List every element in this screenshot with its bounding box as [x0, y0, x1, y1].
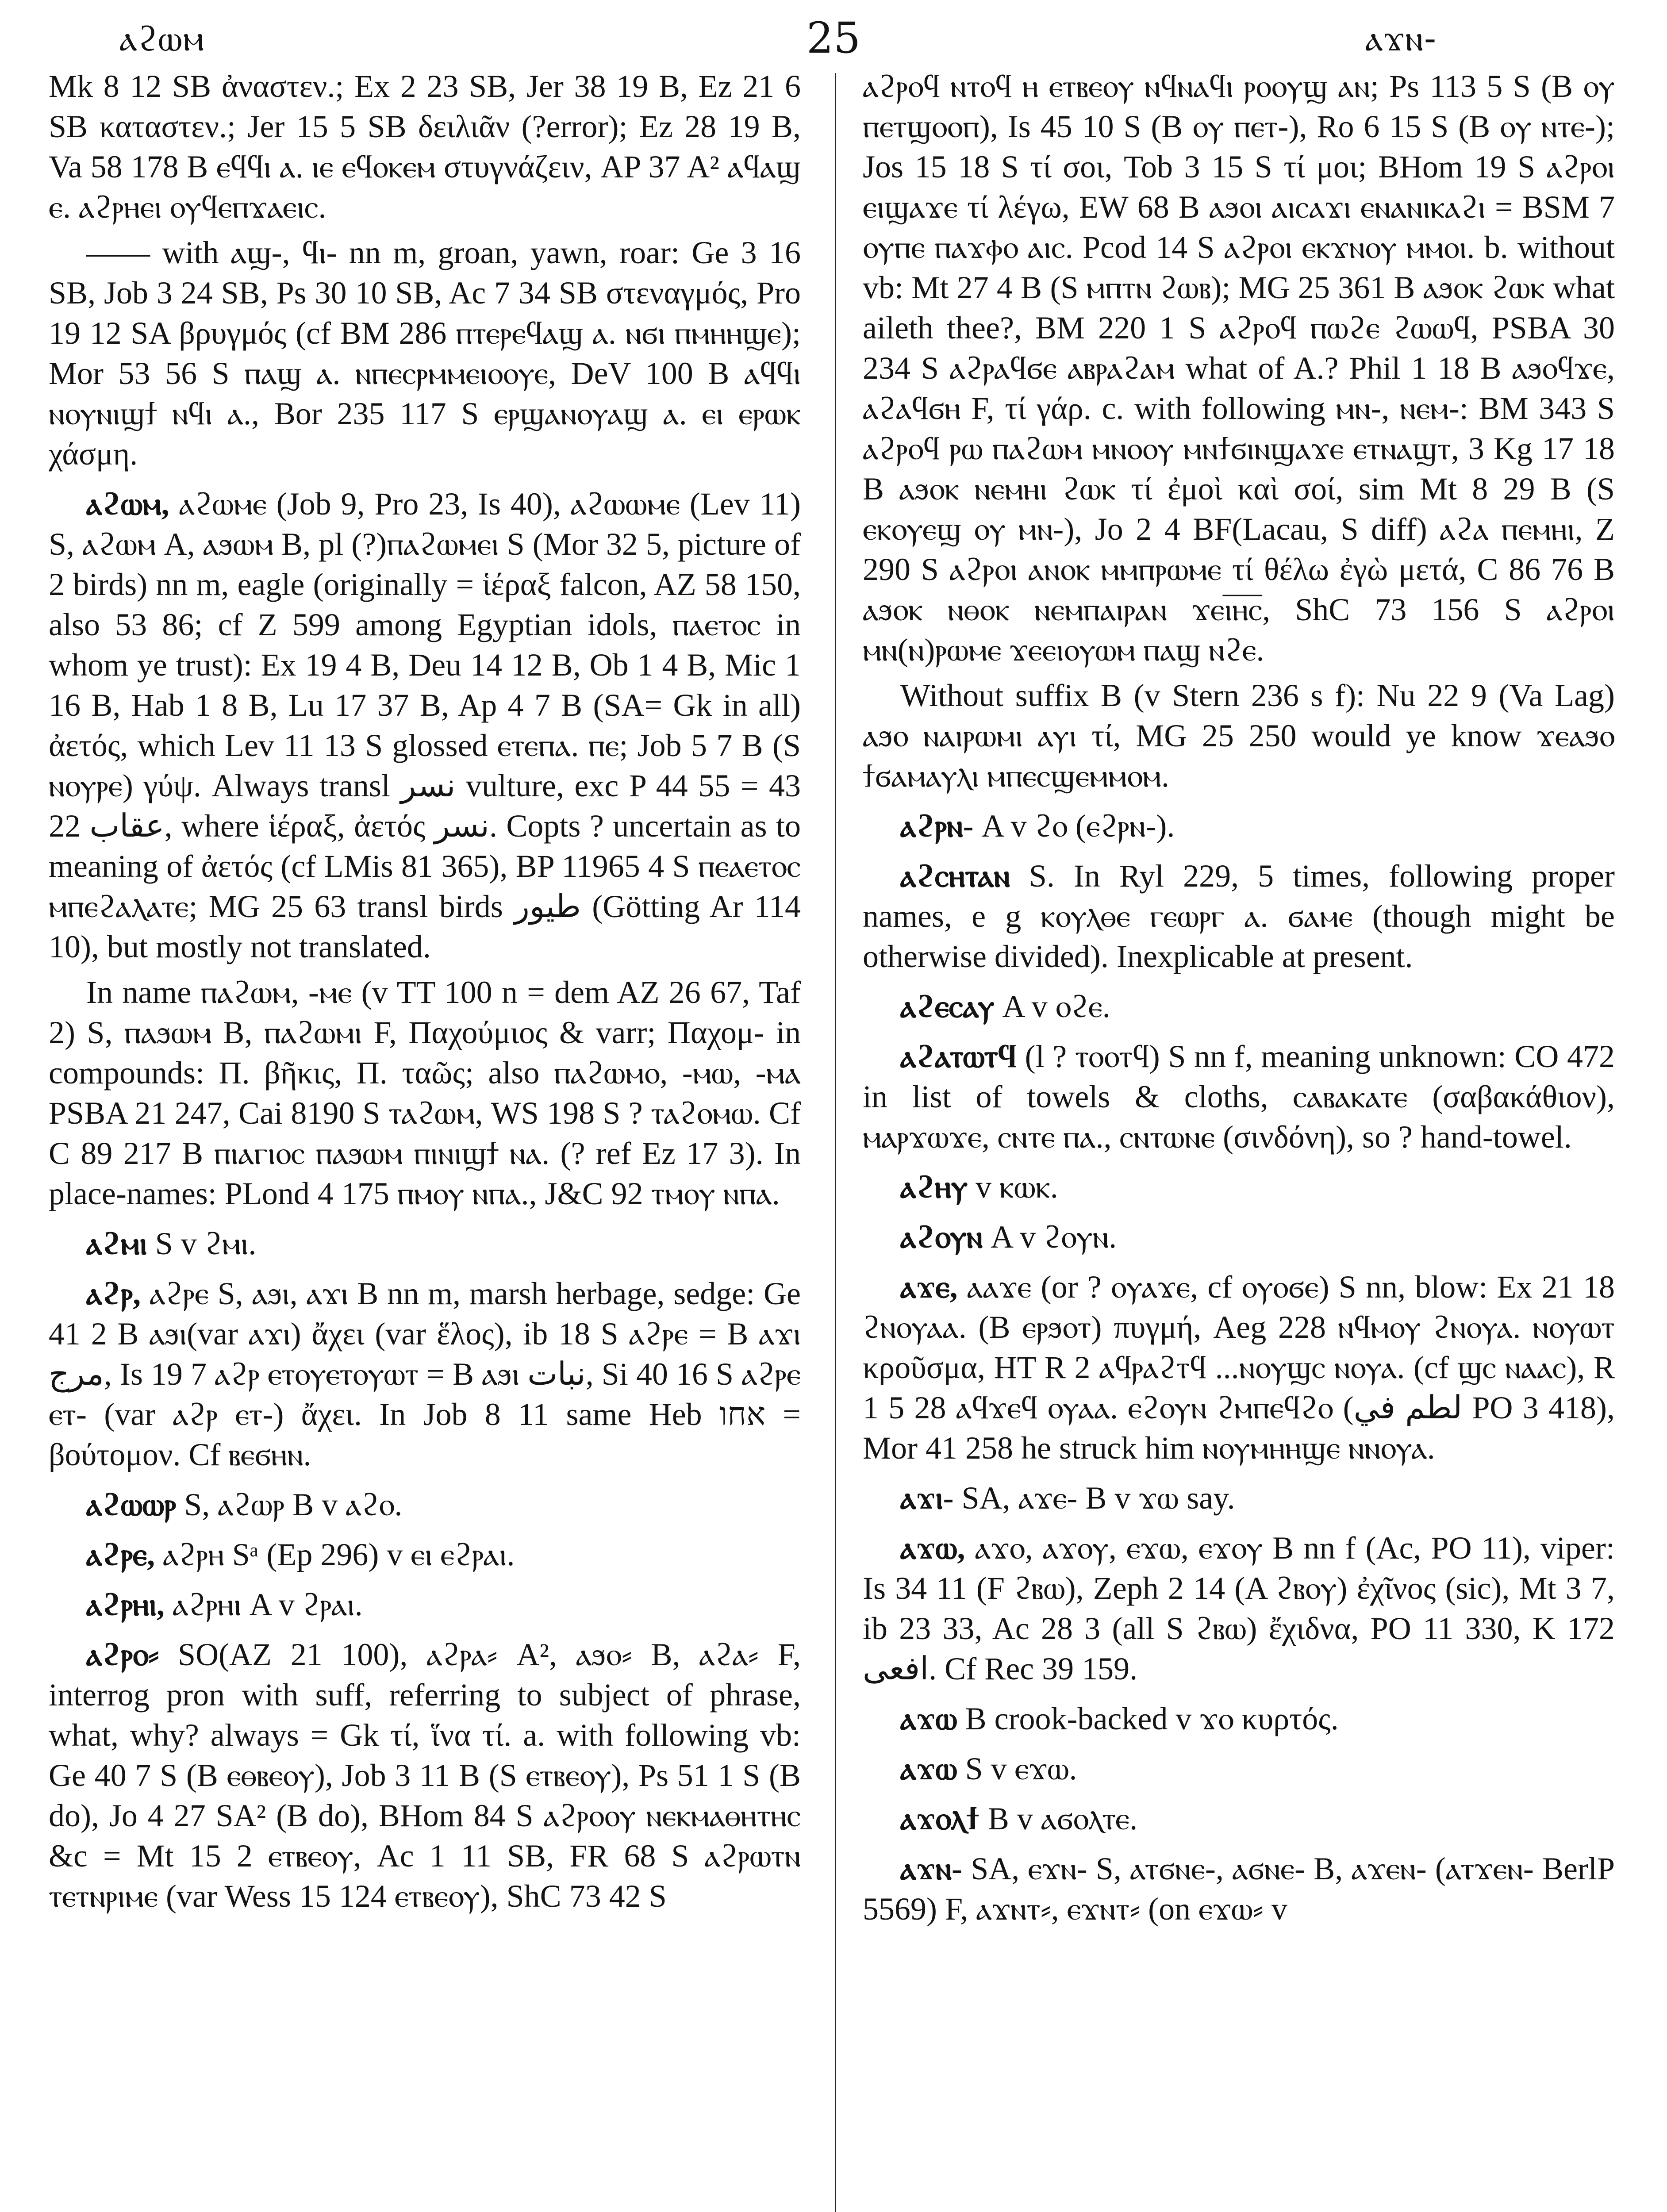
entry-text: A v ϩⲟ (ⲉϩⲣⲛ-).: [981, 808, 1175, 844]
entry-text: SA, ⲉϫⲛ- S, ⲁⲧϭⲛⲉ-, ⲁϭⲛⲉ- B, ⲁϫⲉⲛ- (ⲁⲧϫⲉⲛ- BerlP 5569) F, ⲁϫⲛⲧ⸗, ⲉϫⲛⲧ⸗ (on ⲉϫⲱ⸗ v: [863, 1851, 1615, 1927]
column-divider: [835, 73, 836, 2212]
entry-headword: ⲁϩⲱⲱⲣ: [86, 1487, 177, 1522]
page-number: 25: [806, 13, 861, 63]
entry-headword: ⲁϫⲓ-: [900, 1480, 954, 1516]
dictionary-entry: [49, 1224, 801, 1264]
dictionary-entry: [863, 987, 1615, 1027]
entry-text: S, ⲁϩⲱⲣ B v ⲁϩⲟ.: [184, 1487, 403, 1522]
dictionary-entry: [49, 1635, 801, 1916]
entry-text: S v ⲉϫⲱ.: [965, 1751, 1077, 1786]
entry-headword: ⲁϩⲱⲙ,: [86, 486, 169, 522]
dictionary-entry: [863, 856, 1615, 977]
entry-text: B crook-backed v ϫⲟ κυρτός.: [965, 1701, 1339, 1736]
entry-text: v ⲕⲱⲕ.: [976, 1169, 1058, 1205]
dictionary-entry: [863, 1037, 1615, 1157]
entry-paragraph: Without suffix B (v Stern 236 s f): Nu 22 9 (Va Lag) ⲁϧⲟ ⲛⲁⲓⲣⲱⲙⲓ ⲁⲩⲓ τί, MG 25 250 would ye know ϫⲉⲁϧⲟ ϯϭⲁⲙⲁⲩⲗⲓ ⲙⲡⲉⲥϣⲉⲙⲙⲟⲙ.: [863, 678, 1615, 794]
dictionary-entry: [49, 1535, 801, 1575]
entry-text: ⲁϫⲟ, ⲁϫⲟⲩ, ⲉϫⲱ, ⲉϫⲟⲩ B nn f (Ac, PO 11), viper: Is 34 11 (F ϩⲃⲱ), Zeph 2 14 (A ϩⲃⲟⲩ) ἐχῖνος (sic), Mt 3 7, ib 23 33, Ac 28 3 (all S ϩⲃⲱ) ἔχιδνα, PO 11 330, K 172 افعى. Cf Rec 39 159.: [863, 1530, 1615, 1686]
dictionary-entry: [49, 484, 801, 967]
entry-headword: ⲁϩⲣⲉ,: [86, 1537, 155, 1572]
dictionary-entry: [863, 1699, 1615, 1739]
entry-paragraph: ⲁϩⲣⲟϥ ⲛⲧⲟϥ ⲏ ⲉⲧⲃⲉⲟⲩ ⲛϥⲛⲁϥⲓ ⲣⲟⲟⲩϣ ⲁⲛ; Ps 113 5 S (B ⲟⲩ ⲡⲉⲧϣⲟⲟⲡ), Is 45 10 S (B ⲟⲩ ⲡⲉⲧ-), Ro 6 15 S (B ⲟⲩ ⲛⲧⲉ-); Jos 15 18 S τί σοι, Tob 3 15 S τί μοι; BHom 19 S ⲁϩⲣⲟⲓ ⲉⲓϣⲁϫⲉ τί λέγω, EW 68 B ⲁϧⲟⲓ ⲁⲓⲥⲁϫⲓ ⲉⲛⲁⲛⲓⲕⲁϩⲓ = BSM 7 ⲟⲩⲡⲉ ⲡⲁϫⲫⲟ ⲁⲓⲥ. Pcod 14 S ⲁϩⲣⲟⲓ ⲉⲕϫⲛⲟⲩ ⲙⲙⲟⲓ. b. without vb: Mt 27 4 B (S ⲙⲡⲧⲛ ϩⲱⲃ); MG 25 361 B ⲁϧⲟⲕ ϩⲱⲕ what aileth thee?, BM 220 1 S ⲁϩⲣⲟϥ ⲡⲱϩⲉ ϩⲱⲱϥ, PSBA 30 234 S ⲁϩⲣⲁϥϭⲉ ⲁⲃⲣⲁϩⲁⲙ what of A.? Phil 1 18 B ⲁϧⲟϥϫⲉ, ⲁϩⲁϥϭⲏ F, τί γάρ. c. with following ⲙⲛ-, ⲛⲉⲙ-: BM 343 S ⲁϩⲣⲟϥ ⲣⲱ ⲡⲁϩⲱⲙ ⲙⲛⲟⲟⲩ ⲙⲛϯϭⲓⲛϣⲁϫⲉ ⲉⲧⲛⲁϣⲧ, 3 Kg 17 18 B ⲁϧⲟⲕ ⲛⲉⲙⲏⲓ ϩⲱⲕ τί ἐμοὶ καὶ σοί, sim Mt 8 29 B (S ⲉⲕⲟⲩⲉϣ ⲟⲩ ⲙⲛ-), Jo 2 4 BF(Lacau, S diff) ⲁϩⲁ ⲡⲉⲙⲏⲓ, Z 290 S ⲁϩⲣⲟⲓ ⲁⲛⲟⲕ ⲙⲙⲡⲣⲱⲙⲉ τί θέλω ἐγὼ μετά, C 86 76 B ⲁϧⲟⲕ ⲛⲑⲟⲕ ⲛⲉⲙⲡⲁⲓⲣⲁⲛ ϫⲉⲓ̅ⲏ̅ⲥ̅, ShC 73 156 S ⲁϩⲣⲟⲓ ⲙⲛ(ⲛ)ⲣⲱⲙⲉ ϫⲉⲉⲓⲟⲩⲱⲙ ⲡⲁϣ ⲛϩⲉ.: [863, 69, 1615, 668]
entry-headword: ⲁϩⲁⲧⲱⲧϥ: [900, 1039, 1017, 1074]
right-column: [863, 66, 1615, 2212]
entry-headword: ⲁϫⲉ,: [900, 1269, 958, 1305]
entry-text: S v ϩⲙⲓ.: [155, 1226, 257, 1261]
entry-headword: ⲁϫⲛ-: [900, 1851, 963, 1886]
dictionary-entry: [863, 1478, 1615, 1518]
entry-text: ⲁϩⲣⲉ S, ⲁϧⲓ, ⲁϫⲓ B nn m, marsh herbage, sedge: Ge 41 2 B ⲁϧⲓ(var ⲁϫⲓ) ἄχει (var ἕλος), ib 18 S ⲁϩⲣⲉ = B ⲁϫⲓ مرج, Is 19 7 ⲁϩⲣ ⲉⲧⲟⲩⲉⲧⲟⲩⲱⲧ = B ⲁϧⲓ نبات, Si 40 16 S ⲁϩⲣⲉ ⲉⲧ- (var ⲁϩⲣ ⲉⲧ-) ἄχει. In Job 8 11 same Heb אחו = βούτομον. Cf ⲃⲉϭⲏⲛ.: [49, 1276, 801, 1472]
entry-text: ⲁϩⲣⲏⲓ A v ϩⲣⲁⲓ.: [172, 1587, 363, 1622]
entry-text: SA, ⲁϫⲉ- B v ϫⲱ say.: [961, 1480, 1235, 1516]
entry-headword: ⲁϩⲟⲩⲛ: [900, 1219, 983, 1255]
entry-paragraph: In name ⲡⲁϩⲱⲙ, -ⲙⲉ (v TT 100 n = dem AZ 26 67, Taf 2) S, ⲡⲁϧⲱⲙ B, ⲡⲁϩⲱⲙⲓ F, Παχούμιος & varr; Παχομ- in compounds: Π. βῆκις, Π. ταῶς; also ⲡⲁϩⲱⲙⲟ, -ⲙⲱ, -ⲙⲁ PSBA 21 247, Cai 8190 S ⲧⲁϩⲱⲙ, WS 198 S ? ⲧⲁϩⲟⲙⲱ. Cf C 89 217 B ⲡⲓⲁⲅⲓⲟⲥ ⲡⲁϧⲱⲙ ⲡⲓⲛⲓϣϯ ⲛⲁ. (? ref Ez 17 3). In place-names: PLond 4 175 ⲡⲙⲟⲩ ⲛⲡⲁ., J&C 92 ⲧⲙⲟⲩ ⲛⲡⲁ.: [49, 975, 801, 1211]
entry-headword: ⲁϫⲟⲗϯ: [900, 1801, 980, 1836]
dictionary-entry: [863, 1528, 1615, 1689]
entry-text: A v ϩⲟⲩⲛ.: [991, 1219, 1117, 1255]
running-head-right: ⲁϫⲛ-: [1365, 18, 1437, 59]
dictionary-entry: [863, 1799, 1615, 1839]
dictionary-entry: [49, 1585, 801, 1625]
dictionary-entry: [863, 1267, 1615, 1468]
entry-text: ⲁϩⲱⲙⲉ (Job 9, Pro 23, Is 40), ⲁϩⲱⲱⲙⲉ (Lev 11) S, ⲁϩⲱⲙ A, ⲁϧⲱⲙ B, pl (?)ⲡⲁϩⲱⲙⲉⲓ S (Mor 32 5, picture of 2 birds) nn m, eagle (originally = ἱέραξ falcon, AZ 58 150, also 53 86; cf Z 599 among Egyptian idols, ⲡⲁⲉⲧⲟⲥ in whom ye trust): Ex 19 4 B, Deu 14 12 B, Ob 1 4 B, Mic 1 16 B, Hab 1 8 B, Lu 17 37 B, Ap 4 7 B (SA= Gk in all) ἀετός, which Lev 11 13 S glossed ⲉⲧⲉⲡⲁ. ⲡⲉ; Job 5 7 B (S ⲛⲟⲩⲣⲉ) γύψ. Always transl نسر vulture, exc P 44 55 = 43 22 عقاب, where ἱέραξ, ἀετός نسر. Copts ? uncertain as to meaning of ἀετός (cf LMis 81 365), BP 11965 4 S ⲡⲉⲁⲉⲧⲟⲥ ⲙⲡⲉϩⲁⲗⲁⲧⲉ; MG 25 63 transl birds طيور (Götting Ar 114 10), but mostly not translated.: [49, 486, 801, 964]
entry-headword: ⲁϩⲙⲓ: [86, 1226, 147, 1261]
entry-headword: ⲁϩⲉⲥⲁⲩ: [900, 989, 995, 1024]
entry-text: B v ⲁϭⲟⲗⲧⲉ.: [987, 1801, 1138, 1836]
left-column: [49, 66, 801, 2212]
entry-headword: ⲁϩⲣⲟ⸗: [86, 1637, 159, 1672]
running-head-left: ⲁϩⲱⲙ: [119, 18, 205, 59]
dictionary-entry: [863, 1167, 1615, 1207]
entry-text: A v ⲟϩⲉ.: [1002, 989, 1110, 1024]
entry-text: (l ? ⲧⲟⲟⲧϥ) S nn f, meaning unknown: CO 472 in list of towels & cloths, ⲥⲁⲃⲁⲕⲁⲧⲉ (σαβακάθιον), ⲙⲁⲣϫⲱϫⲉ, ⲥⲛⲧⲉ ⲡⲁ., ⲥⲛⲧⲱⲛⲉ (σινδόνη), so ? hand-towel.: [863, 1039, 1615, 1155]
dictionary-entry: [49, 1485, 801, 1525]
entry-text: SO(AZ 21 100), ⲁϩⲣⲁ⸗ A², ⲁϧⲟ⸗ B, ⲁϩⲁ⸗ F, interrog pron with suff, referring to subject of phrase, what, why? always = Gk τί, ἵνα τί. a. with following vb: Ge 40 7 S (B ⲉⲑⲃⲉⲟⲩ), Job 3 11 B (S ⲉⲧⲃⲉⲟⲩ), Ps 51 1 S (B do), Jo 4 27 SA² (B do), BHom 84 S ⲁϩⲣⲟⲟⲩ ⲛⲉⲕⲙⲁⲑⲏⲧⲏⲥ &c = Mt 15 2 ⲉⲧⲃⲉⲟⲩ, Ac 1 11 SB, FR 68 S ⲁϩⲣⲱⲧⲛ ⲧⲉⲧⲛⲣⲓⲙⲉ (var Wess 15 124 ⲉⲧⲃⲉⲟⲩ), ShC 73 42 S: [49, 1637, 801, 1914]
entry-headword: ⲁϩⲣⲏⲓ,: [86, 1587, 165, 1622]
entry-paragraph: —— with ⲁϣ-, ϥⲓ- nn m, groan, yawn, roar: Ge 3 16 SB, Job 3 24 SB, Ps 30 10 SB, Ac 7 34 SB στεναγμός, Pro 19 12 SA βρυγμός (cf BM 286 ⲡⲧⲉⲣⲉϥⲁϣ ⲁ. ⲛϭⲓ ⲡⲙⲏⲏϣⲉ); Mor 53 56 S ⲡⲁϣ ⲁ. ⲛⲡⲉⲥⲣⲙⲙⲉⲓⲟⲟⲩⲉ, DeV 100 B ⲁϥϥⲓ ⲛⲟⲩⲛⲓϣϯ ⲛϥⲓ ⲁ., Bor 235 117 S ⲉⲣϣⲁⲛⲟⲩⲁϣ ⲁ. ⲉⲓ ⲉⲣⲱⲕ χάσμη.: [49, 235, 801, 472]
entry-headword: ⲁϫⲱ: [900, 1701, 957, 1736]
dictionary-entry: [863, 1217, 1615, 1257]
dictionary-entry: [863, 1749, 1615, 1789]
entry-text: ⲁϩⲣⲏ Sᵃ (Ep 296) v ⲉⲓ ⲉϩⲣⲁⲓ.: [163, 1537, 515, 1572]
dictionary-entry: [863, 806, 1615, 846]
entry-text: S. In Ryl 229, 5 times, following proper names, e g ⲕⲟⲩⲗⲑⲉ ⲅⲉⲱⲣⲅ ⲁ. ϭⲁⲙⲉ (though might be otherwise divided). Inexplicable at present.: [863, 858, 1615, 974]
entry-headword: ⲁϫⲱ: [900, 1751, 957, 1786]
dictionary-entry: [863, 1849, 1615, 1929]
entry-paragraph: Mk 8 12 SB ἀναστεν.; Ex 2 23 SB, Jer 38 19 B, Ez 21 6 SB καταστεν.; Jer 15 5 SB δειλιᾶν (?error); Ez 28 19 B, Va 58 178 B ⲉϥϥⲓ ⲁ. ⲓⲉ ⲉϥⲟⲕⲉⲙ στυγνάζειν, AP 37 A² ⲁϥⲁϣ ⲉ. ⲁϩⲣⲏⲉⲓ ⲟⲩϥⲉⲡϫⲁⲉⲓⲥ.: [49, 69, 801, 225]
entry-headword: ⲁϩⲥⲏⲧⲁⲛ: [900, 858, 1010, 894]
entry-headword: ⲁϩⲏⲩ: [900, 1169, 968, 1205]
entry-headword: ⲁϩⲣ,: [86, 1276, 141, 1311]
entry-headword: ⲁϫⲱ,: [900, 1530, 965, 1566]
dictionary-entry: [49, 1274, 801, 1475]
entry-headword: ⲁϩⲣⲛ-: [900, 808, 974, 844]
entry-text: ⲁⲁϫⲉ (or ? ⲟⲩⲁϫⲉ, cf ⲟⲩⲟϭⲉ) S nn, blow: Ex 21 18 ϩⲛⲟⲩⲁⲁ. (B ⲉⲣϧⲟⲧ) πυγμή, Aeg 228 ⲛϥⲙⲟⲩ ϩⲛⲟⲩⲁ. ⲛⲟⲩⲱⲧ κροῦσμα, HT R 2 ⲁϥⲣⲁϩⲧϥ ...ⲛⲟⲩϣⲥ ⲛⲟⲩⲁ. (cf ϣⲥ ⲛⲁⲁⲥ), R 1 5 28 ⲁϥϫⲉϥ ⲟⲩⲁⲁ. ⲉϩⲟⲩⲛ ϩⲙⲡⲉϥϩⲟ (لطم في PO 3 418), Mor 41 258 he struck him ⲛⲟⲩⲙⲏⲏϣⲉ ⲛⲛⲟⲩⲁ.: [863, 1269, 1615, 1466]
